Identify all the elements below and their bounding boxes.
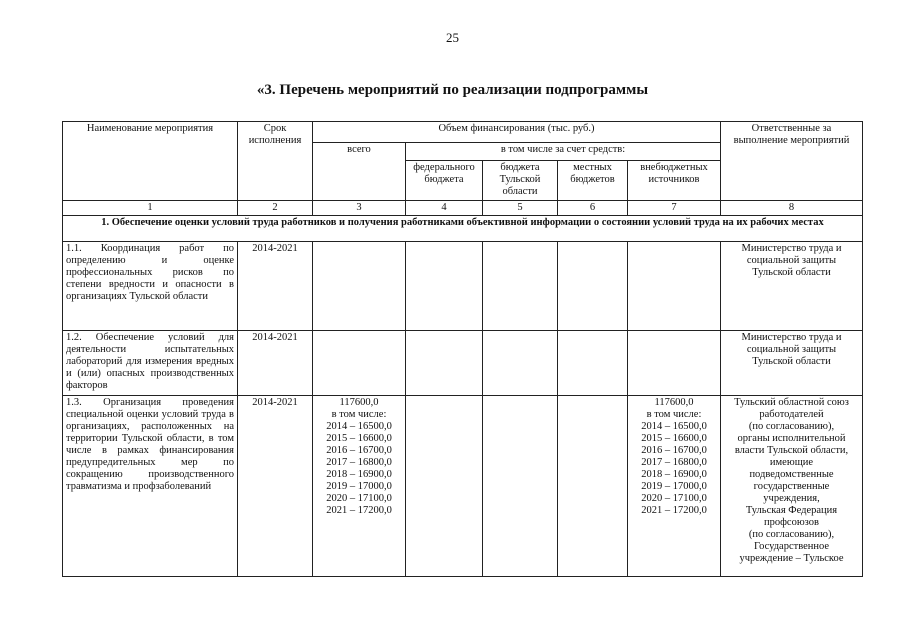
funding-offbudget: 117600,0 в том числе: 2014 – 16500,0 2015 – 16600,0 2016 – 16700,0 2017 – 16800,0 2018 – 16900,0 2019 – 17000,0 2020 – 17100,0 2021 – 17200,0	[628, 396, 721, 577]
page-number: 25	[446, 30, 459, 45]
table-row	[63, 242, 863, 331]
header-total: всего	[313, 143, 406, 201]
header-offbudget: внебюджетных источников	[628, 161, 721, 201]
table-row	[63, 396, 863, 577]
header-local: местных бюджетов	[558, 161, 628, 201]
col-number: 8	[721, 201, 863, 216]
funding-total	[313, 242, 406, 331]
section-title: 1. Обеспечение оценки условий труда работников и получения работниками объективной информации о состоянии условий труда на их рабочих местах	[63, 216, 863, 242]
col-number: 7	[628, 201, 721, 216]
responsible-parties: Министерство труда и социальной защиты Тульской области	[721, 331, 863, 396]
header-federal: федерального бюджета	[406, 161, 483, 201]
activity-period: 2014-2021	[238, 331, 313, 396]
funding-local	[558, 331, 628, 396]
header-period: Срок исполнения	[238, 122, 313, 201]
activity-name: 1.2. Обеспечение условий для деятельности испытательных лабораторий для измерения вредных и (или) опасных производственных факторов	[63, 331, 238, 396]
funding-federal	[406, 396, 483, 577]
col-number: 2	[238, 201, 313, 216]
page-title: «3. Перечень мероприятий по реализации подпрограммы	[256, 82, 649, 98]
col-number: 1	[63, 201, 238, 216]
col-number: 3	[313, 201, 406, 216]
responsible-parties: Министерство труда и социальной защиты Тульской области	[721, 242, 863, 331]
activity-period: 2014-2021	[238, 242, 313, 331]
funding-local	[558, 242, 628, 331]
col-number: 6	[558, 201, 628, 216]
activities-table	[62, 121, 863, 577]
header-name: Наименование мероприятия	[63, 122, 238, 201]
funding-total	[313, 331, 406, 396]
funding-offbudget	[628, 331, 721, 396]
table-row	[63, 331, 863, 396]
funding-local	[558, 396, 628, 577]
activity-name: 1.3. Организация проведения специальной оценки условий труда в организациях, расположенных на территории Тульской области, в том числе в рамках финансирования предупредительных мер по сокращению производственного травматизма и профзаболеваний	[63, 396, 238, 577]
funding-total: 117600,0 в том числе: 2014 – 16500,0 2015 – 16600,0 2016 – 16700,0 2017 – 16800,0 2018 – 16900,0 2019 – 17000,0 2020 – 17100,0 2021 – 17200,0	[313, 396, 406, 577]
header-regional: бюджета Тульской области	[483, 161, 558, 201]
col-number: 5	[483, 201, 558, 216]
header-funding: Объем финансирования (тыс. руб.)	[313, 122, 721, 143]
header-responsible: Ответственные за выполнение мероприятий	[721, 122, 863, 201]
header-incl-sources: в том числе за счет средств:	[406, 143, 721, 161]
funding-offbudget	[628, 242, 721, 331]
funding-regional	[483, 396, 558, 577]
funding-regional	[483, 242, 558, 331]
funding-federal	[406, 331, 483, 396]
funding-federal	[406, 242, 483, 331]
activity-period: 2014-2021	[238, 396, 313, 577]
responsible-parties: Тульский областной союз работодателей (по согласованию), органы исполнительной власти Тульской области, имеющие подведомственные государственные учреждения, Тульская Федерация профсоюзов (по согласованию), Государственное учреждение – Тульское	[721, 396, 863, 577]
funding-regional	[483, 331, 558, 396]
col-number: 4	[406, 201, 483, 216]
activity-name: 1.1. Координация работ по определению и оценке профессиональных рисков по степени вредности и опасности в организациях Тульской области	[63, 242, 238, 331]
